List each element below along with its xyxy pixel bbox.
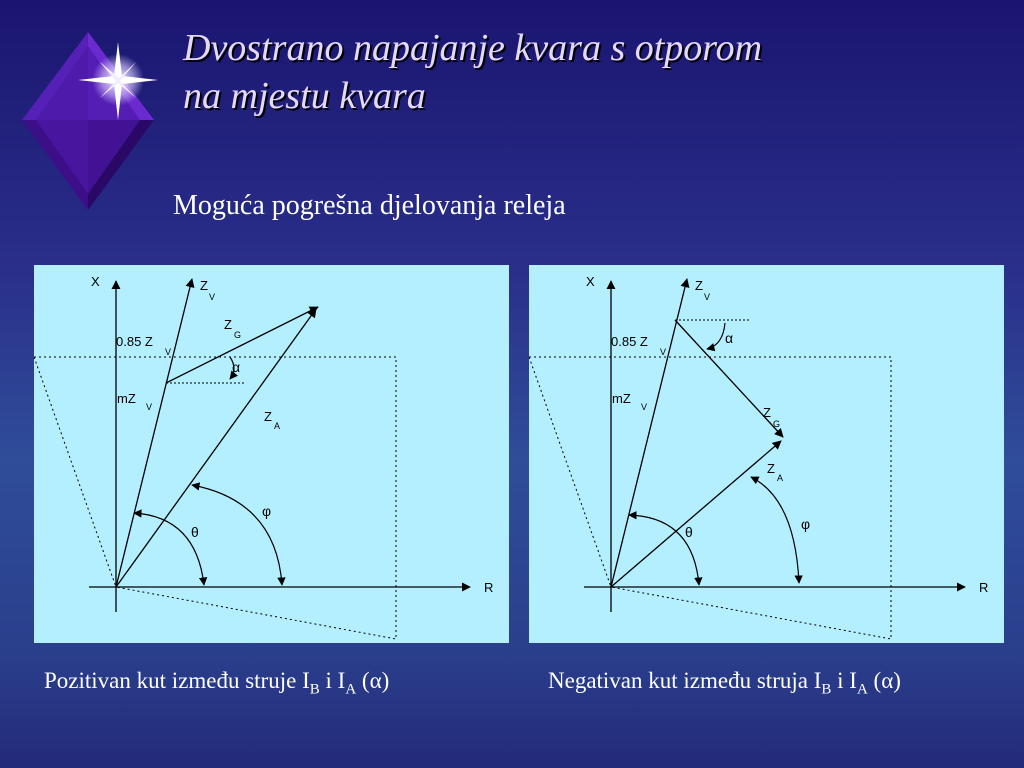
phi-arc xyxy=(192,485,282,585)
caption-text: Negativan kut između struja I xyxy=(548,668,822,693)
zv-vector xyxy=(611,279,687,587)
zv085-label-sub: V xyxy=(660,347,667,357)
alpha-label: α xyxy=(232,359,241,375)
phi-label: φ xyxy=(801,516,811,532)
caption-text: Pozitivan kut između struje I xyxy=(44,668,310,693)
axis-r-label: R xyxy=(979,580,989,595)
zv-label-sub: V xyxy=(209,292,216,302)
caption-sub-a: A xyxy=(856,681,868,698)
relay-characteristic-dotted xyxy=(34,357,396,639)
axis-x-label: X xyxy=(586,274,595,289)
zv-label: Z xyxy=(695,278,703,293)
theta-label: θ xyxy=(191,524,199,540)
zg-label: Z xyxy=(763,405,771,420)
za-label-sub: A xyxy=(274,421,281,431)
theta-label: θ xyxy=(685,524,693,540)
zv-label: Z xyxy=(200,278,208,293)
diagram-negative-angle xyxy=(529,265,1004,643)
diagram-positive-angle xyxy=(34,265,509,643)
caption-end: (α) xyxy=(356,668,390,693)
axis-r-label: R xyxy=(484,580,494,595)
slide-subtitle: Moguća pogrešna djelovanja releja xyxy=(173,190,566,221)
zg-vector xyxy=(166,307,318,383)
caption-end: (α) xyxy=(867,668,901,693)
za-vector xyxy=(116,309,316,587)
caption-sub-b: B xyxy=(309,681,320,698)
mzv-label: mZ xyxy=(612,391,631,406)
zg-label-sub: G xyxy=(773,419,781,429)
zg-label: Z xyxy=(224,317,232,332)
mzv-label-sub: V xyxy=(641,402,648,412)
zv085-label: 0.85 Z xyxy=(611,334,648,349)
zv-vector xyxy=(116,279,192,587)
zg-label-sub: G xyxy=(234,330,242,340)
zv085-label: 0.85 Z xyxy=(116,334,153,349)
diagram-positive-angle-svg xyxy=(34,265,509,643)
za-label-sub: A xyxy=(777,473,784,483)
diamond-star-logo-icon xyxy=(18,28,168,213)
axis-x-label: X xyxy=(91,274,100,289)
phi-arc xyxy=(751,477,799,583)
caption-negative-angle xyxy=(548,668,901,699)
zv085-label-sub: V xyxy=(165,347,172,357)
slide-title-line2: na mjestu kvara xyxy=(183,75,426,117)
za-label: Z xyxy=(264,409,272,424)
relay-characteristic-dotted xyxy=(529,357,891,639)
alpha-arc xyxy=(707,323,725,349)
slide-title xyxy=(183,24,762,120)
caption-mid: i I xyxy=(319,668,346,693)
phi-label: φ xyxy=(262,503,272,519)
mzv-label-sub: V xyxy=(146,402,153,412)
diagram-negative-angle-svg xyxy=(529,265,1004,643)
caption-sub-a: A xyxy=(345,681,357,698)
caption-mid: i I xyxy=(831,668,857,693)
caption-sub-b: B xyxy=(821,681,832,698)
za-label: Z xyxy=(767,461,775,476)
alpha-label: α xyxy=(725,330,734,346)
caption-positive-angle xyxy=(44,668,389,699)
zv-label-sub: V xyxy=(704,292,711,302)
mzv-label: mZ xyxy=(117,391,136,406)
slide-title-line1: Dvostrano napajanje kvara s otporom xyxy=(183,27,763,69)
